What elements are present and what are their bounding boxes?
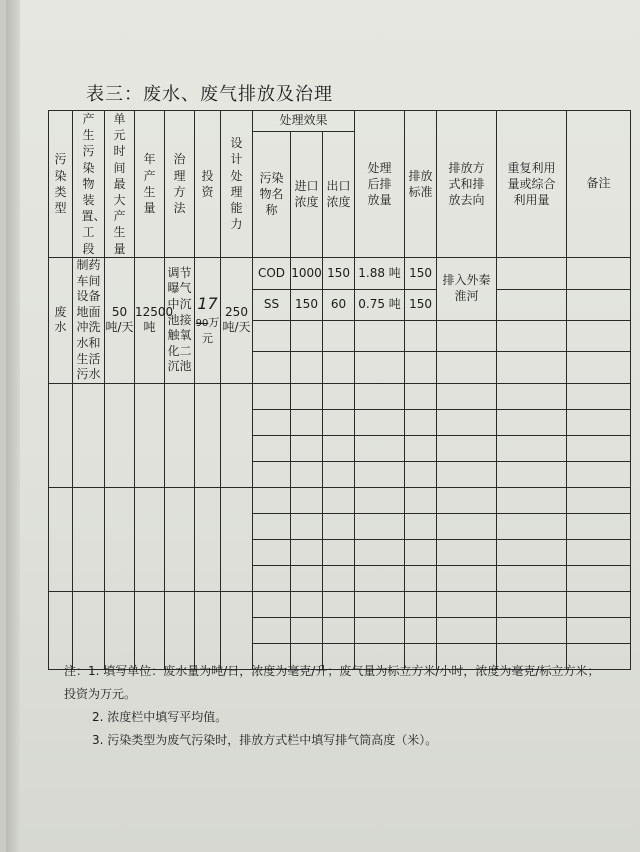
- cell-max-per-time: 50 吨/天: [105, 258, 135, 384]
- standard-value: 150: [405, 258, 437, 289]
- cell-method: 调节曝气中沉池接触氧化二沉池: [165, 258, 195, 384]
- note-1: 注：1. 填写单位：废水量为吨/日，浓度为毫克/升；废气量为标立方米/小时，浓度为毫克/标立方米；投资为万元。: [64, 664, 600, 701]
- header-outlet: 出口浓度: [323, 132, 355, 258]
- header-method: 治理方法: [165, 111, 195, 258]
- inlet-value: 1000: [291, 258, 323, 289]
- cell-annual: 12500 吨: [135, 258, 165, 384]
- after-amount-value: 1.88 吨: [355, 258, 405, 289]
- note-2: 2. 浓度栏中填写平均值。: [92, 710, 228, 724]
- header-source: 产生污染物装置、工段: [73, 111, 105, 258]
- pollutant-name: COD: [253, 258, 291, 289]
- header-pollutant-name: 污染物名称: [253, 132, 291, 258]
- notes-section: [64, 660, 604, 752]
- inlet-value: 150: [291, 289, 323, 320]
- header-inlet: 进口浓度: [291, 132, 323, 258]
- note-3: 3. 污染类型为废气污染时，排放方式栏中填写排气筒高度（米）。: [92, 733, 438, 747]
- investment-handwritten: 17: [197, 294, 218, 314]
- table-title: 表三：废水、废气排放及治理: [86, 84, 333, 105]
- header-after-amount: 处理后排放量: [355, 111, 405, 258]
- header-reuse: 重复利用量或综合利用量: [497, 111, 567, 258]
- header-effect: 处理效果: [253, 111, 355, 132]
- cell-investment: 17 90万元: [195, 258, 221, 384]
- header-max-per-time: 单元时间最大产生量: [105, 111, 135, 258]
- header-pollution-type: 污染类型: [49, 111, 73, 258]
- outlet-value: 150: [323, 258, 355, 289]
- header-discharge-way: 排放方式和排放去向: [437, 111, 497, 258]
- pollutant-name: SS: [253, 289, 291, 320]
- header-standard: 排放标准: [405, 111, 437, 258]
- after-amount-value: 0.75 吨: [355, 289, 405, 320]
- cell-capacity: 250 吨/天: [221, 258, 253, 384]
- page-edge: [6, 0, 20, 852]
- investment-struck: 90: [195, 318, 209, 330]
- document-page: [6, 0, 640, 852]
- cell-source: 制药车间设备地面冲洗水和生活污水: [73, 258, 105, 384]
- header-annual: 年产生量: [135, 111, 165, 258]
- header-investment: 投资: [195, 111, 221, 258]
- emission-table: [48, 110, 631, 670]
- cell-type: 废水: [49, 258, 73, 384]
- standard-value: 150: [405, 289, 437, 320]
- outlet-value: 60: [323, 289, 355, 320]
- header-remark: 备注: [567, 111, 631, 258]
- header-capacity: 设计处理能力: [221, 111, 253, 258]
- cell-discharge: 排入外秦淮河: [437, 258, 497, 321]
